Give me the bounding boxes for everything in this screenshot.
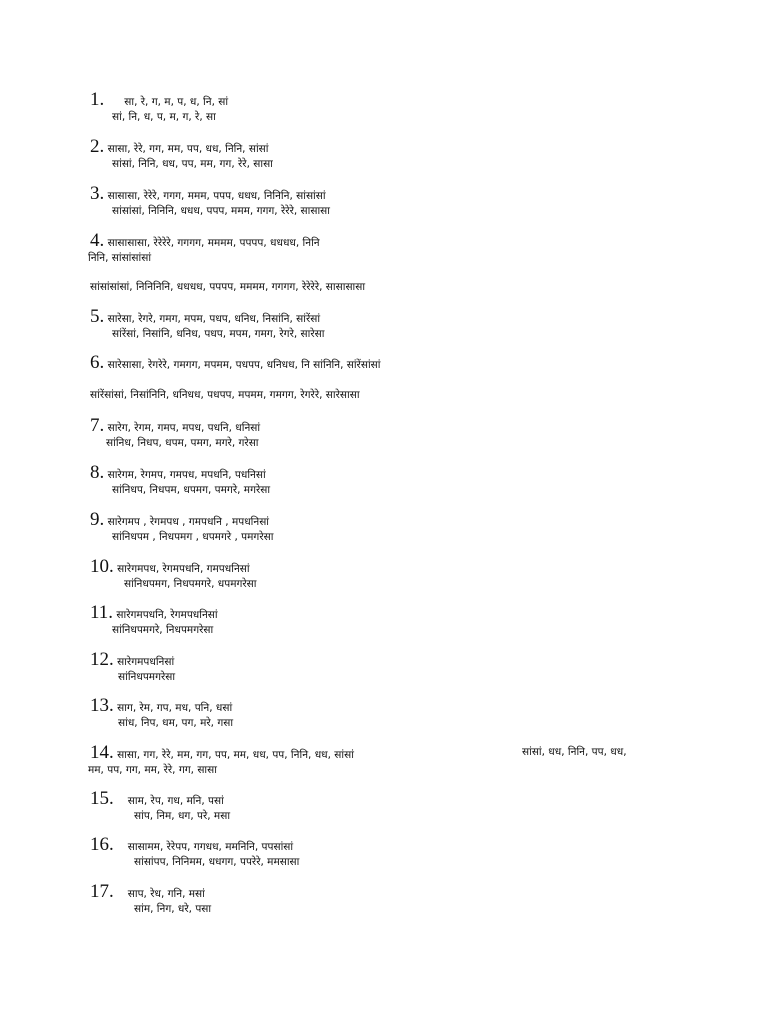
exercise-5	[90, 306, 730, 342]
exercise-number: 14.	[90, 742, 114, 763]
ascending-line: सारेसासा, रेगरेरे, गमगग, मपमम, पधपप, धनिधध, नि सांनिनि, सांरेंसांसां	[107, 359, 381, 371]
exercise-13	[90, 695, 730, 731]
descending-line: सांनिधपमग, निधपमगरे, धपमगरेसा	[124, 578, 257, 590]
exercise-number: 15.	[90, 788, 114, 809]
exercise-10	[90, 556, 730, 592]
ascending-line: सारेसा, रेगरे, गमग, मपम, पधप, धनिध, निसांनि, सांरेंसां	[107, 313, 321, 325]
descending-line: सांप, निम, धग, परे, मसा	[134, 810, 231, 822]
exercise-number: 2.	[90, 136, 105, 157]
descending-line: सांसां, निनि, धध, पप, मम, गग, रेरे, सासा	[112, 158, 273, 170]
exercise-number: 1.	[90, 89, 105, 110]
descending-line: सांध, निप, धम, पग, मरे, गसा	[118, 717, 234, 729]
exercise-number: 11.	[90, 602, 114, 623]
ascending-line: सारेगमप , रेगमपध , गमपधनि , मपधनिसां	[107, 516, 270, 528]
ascending-line: सारेग, रेगम, गमप, मपध, पधनि, धनिसां	[107, 422, 261, 434]
ascending-line: साप, रेध, गनि, मसां	[127, 888, 205, 900]
exercise-6	[90, 352, 730, 373]
descending-line: सां, नि, ध, प, म, ग, रे, सा	[112, 111, 216, 123]
exercise-9	[90, 509, 730, 545]
exercise-number: 16.	[90, 834, 114, 855]
exercise-number: 6.	[90, 352, 105, 373]
descending-line: सांनिधपम , निधपमग , धपमगरे , पमगरेसा	[112, 531, 274, 543]
ascending-line: साम, रेप, गध, मनि, पसां	[127, 795, 224, 807]
exercise-12	[90, 649, 730, 685]
exercise-15	[90, 788, 730, 824]
descending-line: सांसांसांसां, निनिनिनि, धधधध, पपपप, मममम, गगगग, रेरेरेरे, सासासासा	[90, 281, 366, 293]
ascending-line: सासामम, रेरेपप, गगधध, ममनिनि, पपसांसां	[127, 841, 294, 853]
exercise-number: 17.	[90, 881, 114, 902]
exercise-4	[88, 230, 730, 266]
descending-line: सांरेंसां, निसांनि, धनिध, पधप, मपम, गमग, रेगरे, सारेसा	[112, 328, 325, 340]
exercise-number: 8.	[90, 462, 105, 483]
exercise-17	[90, 881, 730, 917]
descending-line: सांनिध, निधप, धपम, पमग, मगरे, गरेसा	[106, 437, 259, 449]
exercise-number: 9.	[90, 509, 105, 530]
descending-line: सांनिधप, निधपम, धपमग, पमगरे, मगरेसा	[112, 484, 271, 496]
exercise-number: 3.	[90, 183, 105, 204]
ascending-line: सासा, गग, रेरे, मम, गग, पप, मम, धध, पप, निनि, धध, सांसां	[117, 749, 354, 761]
descending-line: सांनिधपमगरे, निधपमगरेसा	[112, 624, 214, 636]
ascending-line: सा, रे, ग, म, प, ध, नि, सां	[124, 96, 229, 108]
descending-line: मम, पप, गग, मम, रेरे, गग, सासा	[88, 764, 217, 776]
exercise-number: 4.	[90, 230, 105, 251]
exercise-11	[90, 602, 730, 638]
exercise-7	[90, 415, 730, 451]
exercise-2	[90, 136, 730, 172]
exercise-number: 10.	[90, 556, 114, 577]
descending-line: सांरेंसांसां, निसांनिनि, धनिधध, पधपप, मपमम, गमगग, रेगरेरे, सारेसासा	[90, 389, 360, 401]
exercise-3	[90, 183, 730, 219]
descending-line: सांनिधपमगरेसा	[118, 671, 176, 683]
descending-line: सांसांपप, निनिमम, धधगग, पपरेरे, ममसासा	[134, 856, 300, 868]
exercise-number: 13.	[90, 695, 114, 716]
ascending-line: सासासासा, रेरेरेरे, गगगग, मममम, पपपप, धधधध, निनि	[107, 237, 320, 249]
exercise-16	[90, 834, 730, 870]
exercise-number: 5.	[90, 306, 105, 327]
descending-line: सांसांसां, निनिनि, धधध, पपप, ममम, गगग, रेरेरे, सासासा	[112, 205, 330, 217]
ascending-line: सासासा, रेरेरे, गगग, ममम, पपप, धधध, निनिनि, सांसांसां	[107, 190, 326, 202]
exercise-number: 7.	[90, 415, 105, 436]
ascending-line: सारेगम, रेगमप, गमपध, मपधनि, पधनिसां	[107, 469, 266, 481]
ascending-line: सारेगमपधनिसां	[117, 656, 175, 668]
descending-line: सांम, निग, धरे, पसा	[134, 903, 212, 915]
exercise-number: 12.	[90, 649, 114, 670]
ascending-line: सासा, रेरे, गग, मम, पप, धध, निनि, सांसां	[107, 143, 269, 155]
exercise-1	[90, 89, 730, 125]
ascending-line: साग, रेम, गप, मध, पनि, धसां	[117, 702, 233, 714]
ascending-line: सारेगमपध, रेगमपधनि, गमपधनिसां	[117, 563, 250, 575]
ascending-line-right: सांसां, धध, निनि, पप, धध,	[522, 746, 627, 758]
exercise-14	[88, 742, 730, 778]
ascending-line-continued: निनि, सांसांसांसां	[88, 252, 152, 264]
exercise-8	[90, 462, 730, 498]
ascending-line: सारेगमपधनि, रेगमपधनिसां	[116, 609, 218, 621]
